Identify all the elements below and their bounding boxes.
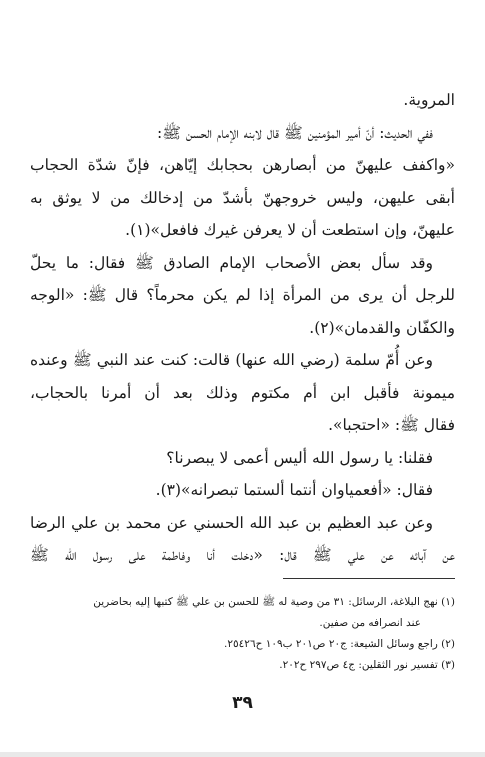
page-edge	[0, 752, 485, 757]
text-line: وقد سأل بعض الأصحاب الإمام الصادق ﷺ فقال: ما يحلّ	[30, 253, 433, 272]
footnote: (٢) راجع وسائل الشيعة: ج٢٠ ص٢٠١ ب١٠٩ ح٢٥٤٢٦.	[224, 638, 455, 650]
text-line: فقال ﷺ: «احتجبا».	[328, 416, 455, 434]
text-line: أبقى عليهن، وليس خروجهنّ بأشدّ من إدخالك من لا يوثق به	[30, 188, 455, 207]
text-line: المروية.	[403, 91, 455, 109]
page-body	[30, 84, 455, 572]
text-line: والكفّان والقدمان»(٢).	[309, 318, 455, 337]
text-line: عليهنّ، وإن استطعت أن لا يعرفن غيرك فافعل»(١).	[125, 221, 455, 239]
text-line: للرجل أن يرى من المرأة إذا لم يكن محرماً؟ قال ﷺ: «الوجه	[30, 286, 455, 304]
text-line: ففي الحديث: أنّ أمير المؤمنين ﷺ قال لابنه الإمام الحسن ﷺ:	[156, 123, 433, 142]
footnote: (٣) تفسير نور الثقلين: ج٤ ص٢٩٧ ح٢٠٢.	[279, 659, 455, 671]
footnotes	[30, 592, 455, 676]
text-line: «واكفف عليهنّ من أبصارهن بحجابك إيّاهن، فإنّ شدّة الحجاب	[30, 156, 455, 174]
footnote: (١) نهج البلاغة، الرسائل: ٣١ من وصية له ﷺ للحسن بن علي ﷺ كتبها إليه بحاضرين	[93, 596, 455, 608]
text-line: ميمونة فأقبل ابن أم مكتوم وذلك بعد أن أمرنا بالحجاب،	[30, 383, 455, 402]
footnote-continuation: عند انصرافه من صفين.	[319, 617, 421, 629]
text-line: فقال: «أفعمياوان أنتما ألستما تبصرانه»(٣).	[155, 481, 433, 499]
footnote-divider	[283, 578, 455, 579]
text-line: وعن أُمّ سلمة (رضي الله عنها) قالت: كنت عند النبي ﷺ وعنده	[30, 351, 433, 369]
page-number: ٣٩	[232, 693, 253, 713]
text-line: فقلنا: يا رسول الله أليس أعمى لا يبصرنا؟	[166, 448, 433, 467]
text-line: عن آبائه عن علي ﷺ قال: «دخلت أنا وفاطمة على رسول الله ﷺ	[30, 546, 455, 564]
text-line: وعن عبد العظيم بن عبد الله الحسني عن محمد بن علي الرضا	[30, 513, 433, 532]
